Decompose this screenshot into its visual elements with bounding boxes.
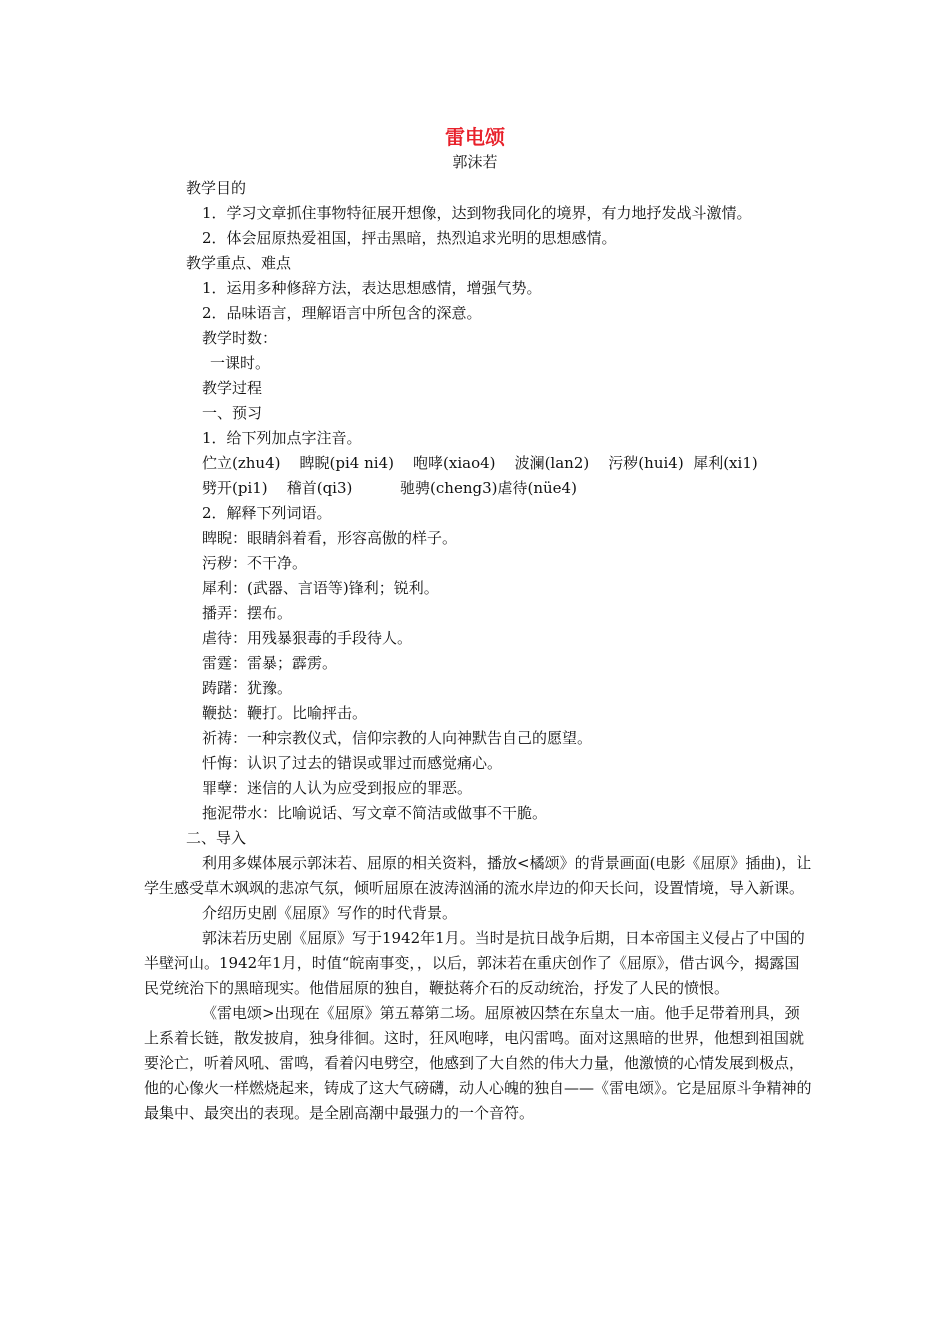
body-paragraph: 教学过程 (202, 379, 263, 397)
body-paragraph: 睥睨：眼睛斜着看，形容高傲的样子。 (202, 529, 458, 547)
body-paragraph: 郭沫若历史剧《屈原》写于1942年1月。当时是抗日战争后期，日本帝国主义侵占了中国的半壁河山。1942年1月，时值“皖南事变，，以后，郭沫若在重庆创作了《屈原》，借古讽今，揭露国民党统治下的黑暗现实。他借屈原的独自，鞭挞蒋介石的反动统治，抒发了人民的愤恨。 (144, 929, 805, 997)
body-paragraph: 教学时数： (202, 329, 278, 347)
body-paragraph: 忏悔：认识了过去的错误或罪过而感觉痛心。 (202, 754, 503, 772)
body-paragraph: 1．给下列加点字注音。 (202, 429, 362, 447)
body-paragraph: 一课时。 (210, 354, 271, 372)
body-paragraph: 教学目的 (186, 179, 247, 197)
body-paragraph: 《雷电颂>出现在《屈原》第五幕第二场。屈原被囚禁在东皇太一庙。他手足带着刑具，颈上系着长链，散发披肩，独身徘徊。这时，狂风咆哮，电闪雷鸣。面对这黑暗的世界，他想到祖国就要沦亡，听着风吼、雷鸣，看着闪电劈空，他感到了大自然的伟大力量，他激愤的心情发展到极点，他的心像火一样燃烧起来，铸成了这大气磅礴，动人心魄的独自——《雷电颂》。它是屈原斗争精神的最集中、最突出的表现。是全剧高潮中最强力的一个音符。 (144, 1004, 812, 1122)
body-paragraph: 2．解释下列词语。 (202, 504, 332, 522)
body-paragraph: 利用多媒体展示郭沫若、屈原的相关资料，播放<橘颂》的背景画面(电影《屈原》插曲)，让学生感受草木飒飒的悲凉气氛，倾听屈原在波涛汹涌的流水岸边的仰天长问，设置情境，导入新课。 (144, 854, 812, 897)
body-paragraph: 伫立(zhu4) 睥睨(pi4 ni4) 咆哮(xiao4) 波澜(lan2) 污秽(hui4) 犀利(xi1) (202, 454, 758, 472)
body-paragraph: 二、导入 (186, 829, 247, 847)
body-paragraph: 一、预习 (202, 404, 263, 422)
body-paragraph: 劈开(pi1) 稽首(qi3) 驰骋(cheng3)虐待(nüe4) (202, 479, 577, 497)
body-paragraph: 虐待：用残暴狠毒的手段待人。 (202, 629, 413, 647)
body-paragraph: 介绍历史剧《屈原》写作的时代背景。 (202, 904, 458, 922)
body-paragraph: 污秽：不干净。 (202, 554, 308, 572)
body-paragraph: 犀利：(武器、言语等)锋利；锐利。 (202, 579, 439, 597)
body-paragraph: 祈祷：一种宗教仪式，信仰宗教的人向神默告自己的愿望。 (202, 729, 593, 747)
body-paragraph: 鞭挞：鞭打。比喻抨击。 (202, 704, 368, 722)
body-paragraph: 播弄：摆布。 (202, 604, 293, 622)
document-body (144, 176, 814, 1126)
body-paragraph: 雷霆：雷暴；霹雳。 (202, 654, 338, 672)
body-paragraph: 2．品味语言，理解语言中所包含的深意。 (202, 304, 482, 322)
document-title: 雷电颂 (445, 125, 505, 149)
author-name: 郭沫若 (452, 153, 498, 171)
body-paragraph: 1．运用多种修辞方法，表达思想感情，增强气势。 (202, 279, 542, 297)
body-paragraph: 罪孽：迷信的人认为应受到报应的罪恶。 (202, 779, 473, 797)
body-paragraph: 2．体会屈原热爱祖国，抨击黑暗，热烈追求光明的思想感情。 (202, 229, 617, 247)
body-paragraph: 踌躇：犹豫。 (202, 679, 293, 697)
body-paragraph: 1．学习文章抓住事物特征展开想像，达到物我同化的境界，有力地抒发战斗激情。 (202, 204, 752, 222)
body-paragraph: 教学重点、难点 (186, 254, 292, 272)
body-paragraph: 拖泥带水：比喻说话、写文章不简洁或做事不干脆。 (202, 804, 548, 822)
